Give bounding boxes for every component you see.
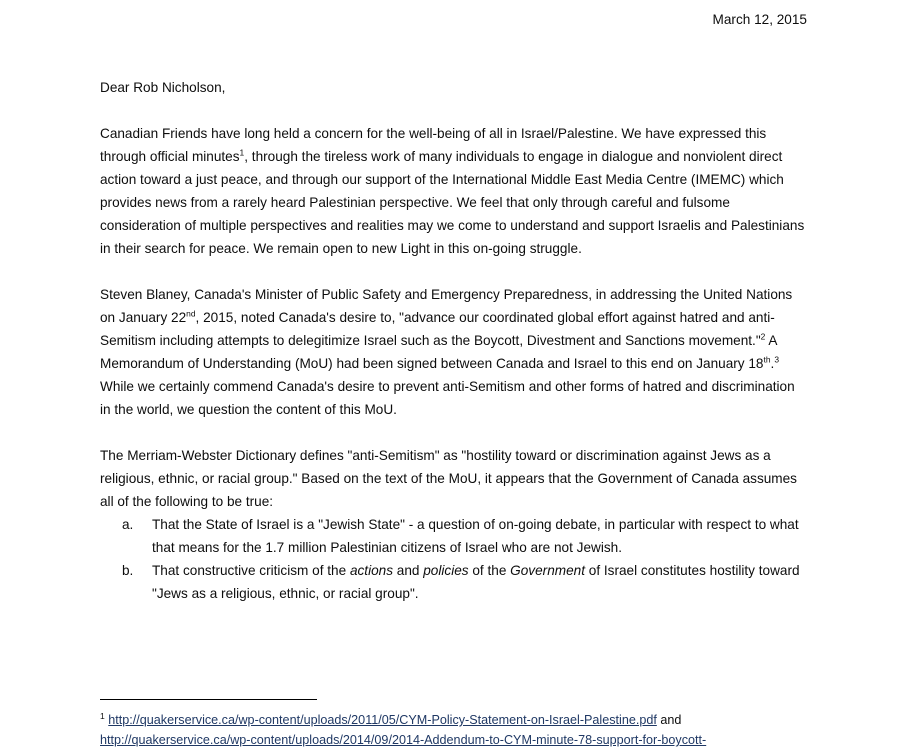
- list-marker-a: a.: [122, 517, 134, 532]
- text-run: That constructive criticism of the: [152, 563, 350, 578]
- footnote-separator: [100, 699, 317, 700]
- footnote-reference: nd: [186, 308, 196, 319]
- text-run: policies: [423, 563, 469, 578]
- footnote-reference: th: [763, 354, 771, 365]
- text-run: actions: [349, 563, 394, 578]
- list-marker-b: b.: [122, 563, 134, 578]
- footnotes-section: [100, 699, 807, 750]
- letter-date: March 12, 2015: [712, 12, 807, 27]
- assumption-list: [100, 513, 807, 605]
- list-item-a-text: [152, 513, 807, 559]
- salutation: Dear Rob Nicholson,: [100, 80, 226, 95]
- list-item-a: [100, 513, 807, 559]
- footnote-link[interactable]: http://quakerservice.ca/wp-content/uploads/2011/05/CYM-Policy-Statement-on-Israel-Palestine.pdf: [108, 713, 657, 727]
- footnote-reference: 3: [774, 354, 779, 365]
- text-run: of Israel constitutes hostility toward "Jews as a religious, ethnic, or racial group".: [152, 563, 800, 601]
- footnote-1: [100, 710, 807, 750]
- footnote-reference: 1: [100, 710, 105, 721]
- text-run: While we certainly commend Canada's desire to prevent anti-Semitism and other forms of hatred and discrimination in the world, we question the content of this MoU.: [100, 379, 795, 417]
- text-run: The Merriam-Webster Dictionary defines "anti-Semitism" as "hostility toward or discrimination against Jews as a religious, ethnic, or racial group." Based on the text of the MoU, it appears that the Government of Canada assumes all of the following to be true:: [100, 448, 797, 509]
- text-run: and: [656, 713, 682, 727]
- text-run: .: [770, 356, 775, 371]
- text-run: , 2015, noted Canada's desire to, "advance our coordinated global effort against hatred and anti-Semitism including attempts to delegitimize Israel such as the Boycott, Divestment and Sanctions movement.": [100, 310, 775, 348]
- text-run: A Memorandum of Understanding (MoU) had been signed between Canada and Israel to this end on January 18: [100, 333, 777, 371]
- footnote-reference: 2: [760, 331, 766, 342]
- list-item-b: [100, 559, 807, 605]
- paragraph-definition: [100, 444, 807, 513]
- text-run: Government: [510, 563, 585, 578]
- list-item-b-text: [152, 559, 807, 605]
- paragraph-concern: [100, 122, 807, 260]
- text-run: , through the tireless work of many individuals to engage in dialogue and nonviolent direct action toward a just peace, and through our support of the International Middle East Media Centre (IMEMC) which provides news from a rarely heard Palestinian perspective. We feel that only through careful and fulsome consideration of multiple perspectives and realities may we come to understand and support Israelis and Palestinians in their search for peace. We remain open to new Light in this on-going struggle.: [100, 149, 805, 256]
- paragraph-mou: [100, 283, 807, 421]
- footnote-reference: 1: [239, 147, 245, 158]
- text-run: That the State of Israel is a "Jewish State" - a question of on-going debate, in particular with respect to what that means for the 1.7 million Palestinian citizens of Israel who are not Jewish.: [152, 517, 799, 555]
- text-run: of the: [468, 563, 511, 578]
- footnote-link[interactable]: http://quakerservice.ca/wp-content/uploads/2014/09/2014-Addendum-to-CYM-minute-78-support-for-boycott-: [100, 733, 707, 747]
- text-run: Canadian Friends have long held a concern for the well-being of all in Israel/Palestine. We have expressed this through official minutes: [100, 126, 767, 164]
- text-run: and: [393, 563, 424, 578]
- text-run: Steven Blaney, Canada's Minister of Public Safety and Emergency Preparedness, in addressing the United Nations on January 22: [100, 287, 793, 325]
